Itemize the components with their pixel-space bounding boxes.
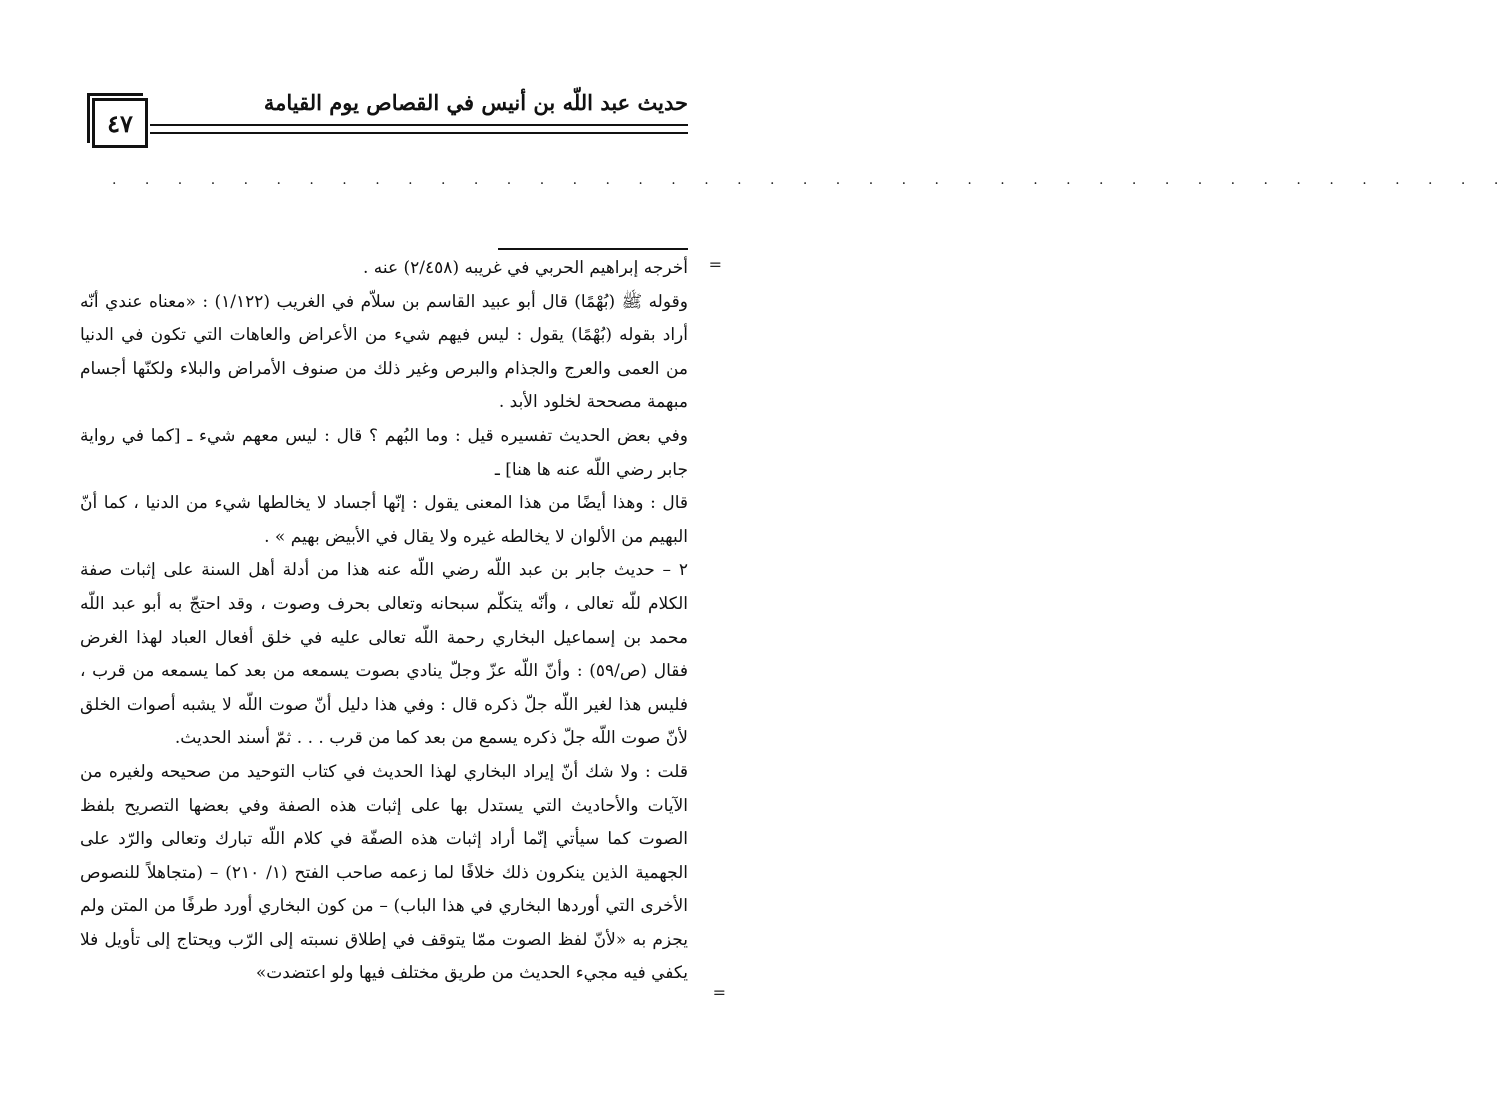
- paragraph: قلت : ولا شك أنّ إيراد البخاري لهذا الحديث في كتاب التوحيد من صحيحه ولغيره من الآيات والأحاديث التي يستدل بها على إثبات هذه الصفة وفي بعضها التصريح بلفظ الصوت كما سيأتي إنّما أراد إثبات هذه الصفّة في كلام اللّه تبارك وتعالى والرّد على الجهمية الذين ينكرون ذلك خلافًا لما زعمه صاحب الفتح (١/ ٢١٠) – (متجاهلاً للنصوص الأخرى التي أوردها البخاري في هذا الباب) – من كون البخاري أورد طرفًا من المتن ولم يجزم به «لأنّ لفظ الصوت ممّا يتوقف في إطلاق نسبته إلى الرّب ويحتاج إلى تأويل فلا يكفي فيه مجيء الحديث من طريق مختلف فيها ولو اعتضدت»: [80, 761, 688, 984]
- paragraph: أخرجه إبراهيم الحربي في غريبه (٢/٤٥٨) عنه .: [362, 258, 688, 278]
- running-title: حديث عبد اللّه بن أنيس في القصاص يوم القيامة: [263, 90, 688, 115]
- continuation-mark-bottom: =: [712, 983, 726, 1002]
- paragraph: وفي بعض الحديث تفسيره قيل : وما البُهم ؟ قال : ليس معهم شيء ـ [كما في رواية جابر رضي اللّه عنه ها هنا] ـ: [80, 425, 688, 480]
- separator-dots: . . . . . . . . . . . . . . . . . . . . . . . . . . . . . . . . . . . . . . . . . . .: [112, 172, 1510, 188]
- continuation-mark-top: =: [708, 255, 722, 274]
- footnote-rule: [498, 248, 688, 250]
- footnote-body: [80, 252, 688, 991]
- page-number: ٤٧: [92, 98, 148, 148]
- paragraph: وقوله ﷺ (بُهْمًا) قال أبو عبيد القاسم بن سلاّم في الغريب (١/١٢٢) : «معناه عندي أنّه أراد بقوله (بُهْمًا) يقول : ليس فيهم شيء من الأعراض والعاهات التي تكون في الدنيا من العمى والعرج والجذام والبرص وغير ذلك من صنوف الأمراض والبلاء ولكنّها أجسام مبهمة مصححة لخلود الأبد .: [80, 291, 688, 413]
- paragraph: قال : وهذا أيضًا من هذا المعنى يقول : إنّها أجساد لا يخالطها شيء من الدنيا ، كما أنّ البهيم من الألوان لا يخالطه غيره ولا يقال في الأبيض بهيم » .: [80, 493, 688, 547]
- header-rule: [150, 124, 688, 134]
- paragraph: ٢ – حديث جابر بن عبد اللّه رضي اللّه عنه هذا من أدلة أهل السنة على إثبات صفة الكلام للّه تعالى ، وأنّه يتكلّم سبحانه وتعالى بحرف وصوت ، وقد احتجّ به أبو عبد اللّه محمد بن إسماعيل البخاري رحمة اللّه تعالى عليه في خلق أفعال العباد لهذا الغرض فقال (ص/٥٩) : وأنّ اللّه عزّ وجلّ ينادي بصوت يسمعه من بعد كما يسمعه من قرب ، فليس هذا لغير اللّه جلّ ذكره قال : وفي هذا دليل أنّ صوت اللّه لا يشبه أصوات الخلق لأنّ صوت اللّه جلّ ذكره يسمع من بعد كما من قرب . . . ثمّ أسند الحديث.: [80, 560, 688, 749]
